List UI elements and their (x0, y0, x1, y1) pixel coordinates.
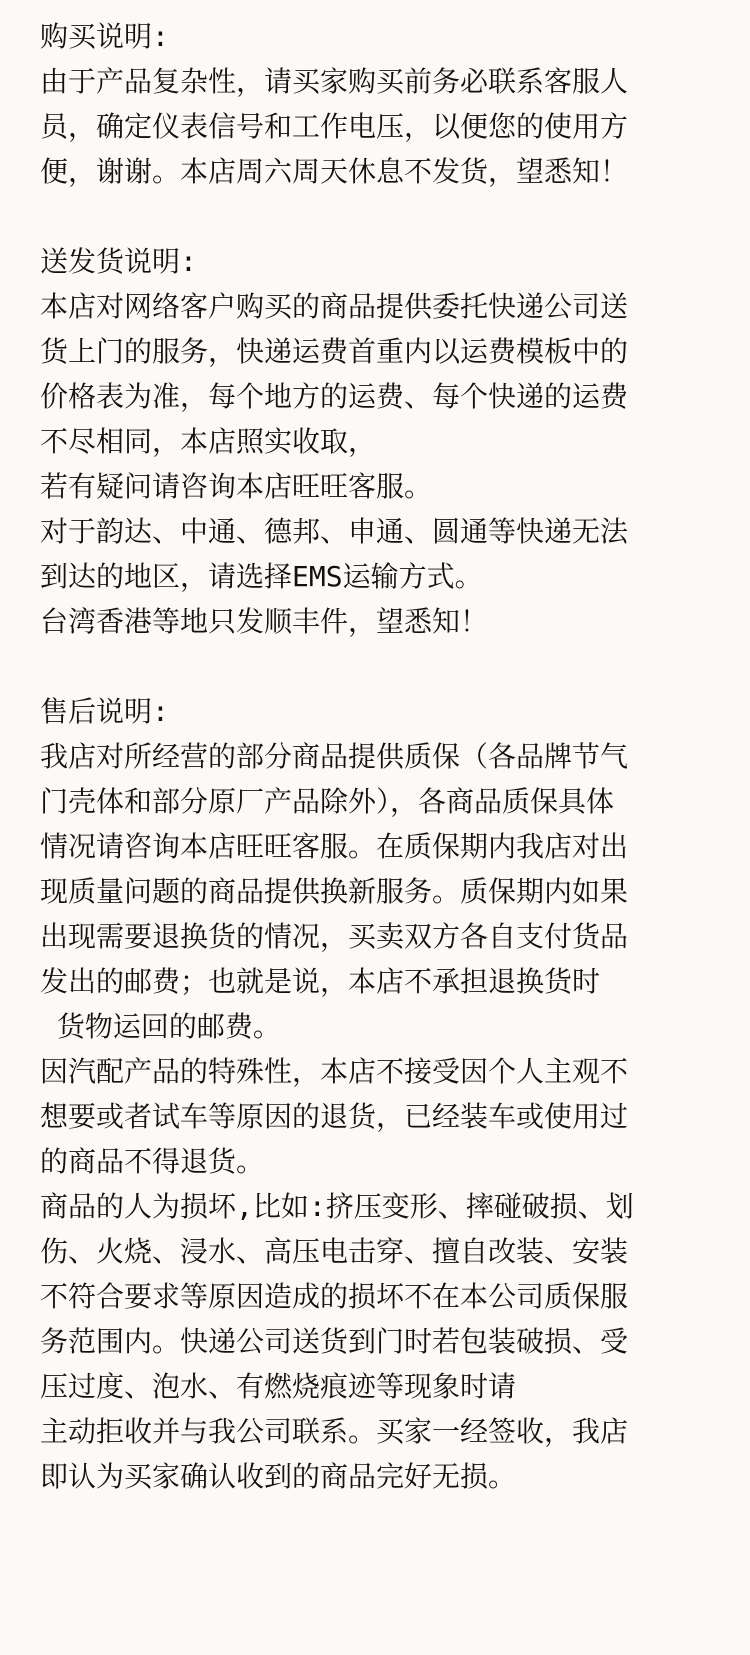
shipping-line: 到达的地区，请选择EMS运输方式。 (40, 560, 483, 593)
shipping-line: 本店对网络客户购买的商品提供委托快递公司送 (40, 290, 629, 323)
after-sales-title: 售后说明: (40, 695, 169, 728)
purchase-line: 便，谢谢。本店周六周天休息不发货，望悉知！ (40, 155, 629, 188)
purchase-title: 购买说明: (40, 20, 169, 53)
after-sales-line: 的商品不得退货。 (40, 1145, 265, 1178)
after-sales-line: 我店对所经营的部分商品提供质保（各品牌节气 (40, 740, 629, 773)
after-sales-line: 不符合要求等原因造成的损坏不在本公司质保服 (40, 1280, 629, 1313)
purchase-line: 员，确定仪表信号和工作电压，以便您的使用方 (40, 110, 629, 143)
after-sales-line: 务范围内。快递公司送货到门时若包装破损、受 (40, 1325, 629, 1358)
shipping-title: 送发货说明: (40, 245, 197, 278)
purchase-line: 由于产品复杂性，请买家购买前务必联系客服人 (40, 65, 629, 98)
after-sales-line: 商品的人为损坏,比如:挤压变形、摔碰破损、划 (40, 1190, 634, 1223)
purchase-section (40, 14, 740, 194)
shipping-line: 价格表为准，每个地方的运费、每个快递的运费 (40, 380, 629, 413)
shipping-line: 台湾香港等地只发顺丰件，望悉知！ (40, 605, 489, 638)
after-sales-line: 情况请咨询本店旺旺客服。在质保期内我店对出 (40, 830, 629, 863)
after-sales-section (40, 689, 740, 1499)
after-sales-line: 伤、火烧、浸水、高压电击穿、擅自改装、安装 (40, 1235, 629, 1268)
shipping-section (40, 239, 740, 644)
shipping-line: 若有疑问请咨询本店旺旺客服。 (40, 470, 433, 503)
shipping-line: 不尽相同，本店照实收取， (40, 425, 377, 458)
after-sales-line: 发出的邮费；也就是说，本店不承担退换货时 (40, 965, 601, 998)
after-sales-line: 现质量问题的商品提供换新服务。质保期内如果 (40, 875, 629, 908)
shipping-line: 货上门的服务，快递运费首重内以运费模板中的 (40, 335, 629, 368)
after-sales-line: 货物运回的邮费。 (40, 1010, 281, 1043)
after-sales-line: 因汽配产品的特殊性，本店不接受因个人主观不 (40, 1055, 629, 1088)
document-body (40, 14, 740, 1499)
after-sales-line: 压过度、泡水、有燃烧痕迹等现象时请 (40, 1370, 517, 1403)
after-sales-line: 即认为买家确认收到的商品完好无损。 (40, 1460, 517, 1493)
after-sales-line: 想要或者试车等原因的退货，已经装车或使用过 (40, 1100, 629, 1133)
shipping-line: 对于韵达、中通、德邦、申通、圆通等快递无法 (40, 515, 629, 548)
after-sales-line: 主动拒收并与我公司联系。买家一经签收，我店 (40, 1415, 629, 1448)
after-sales-line: 出现需要退换货的情况，买卖双方各自支付货品 (40, 920, 629, 953)
after-sales-line: 门壳体和部分原厂产品除外），各商品质保具体 (40, 785, 615, 818)
